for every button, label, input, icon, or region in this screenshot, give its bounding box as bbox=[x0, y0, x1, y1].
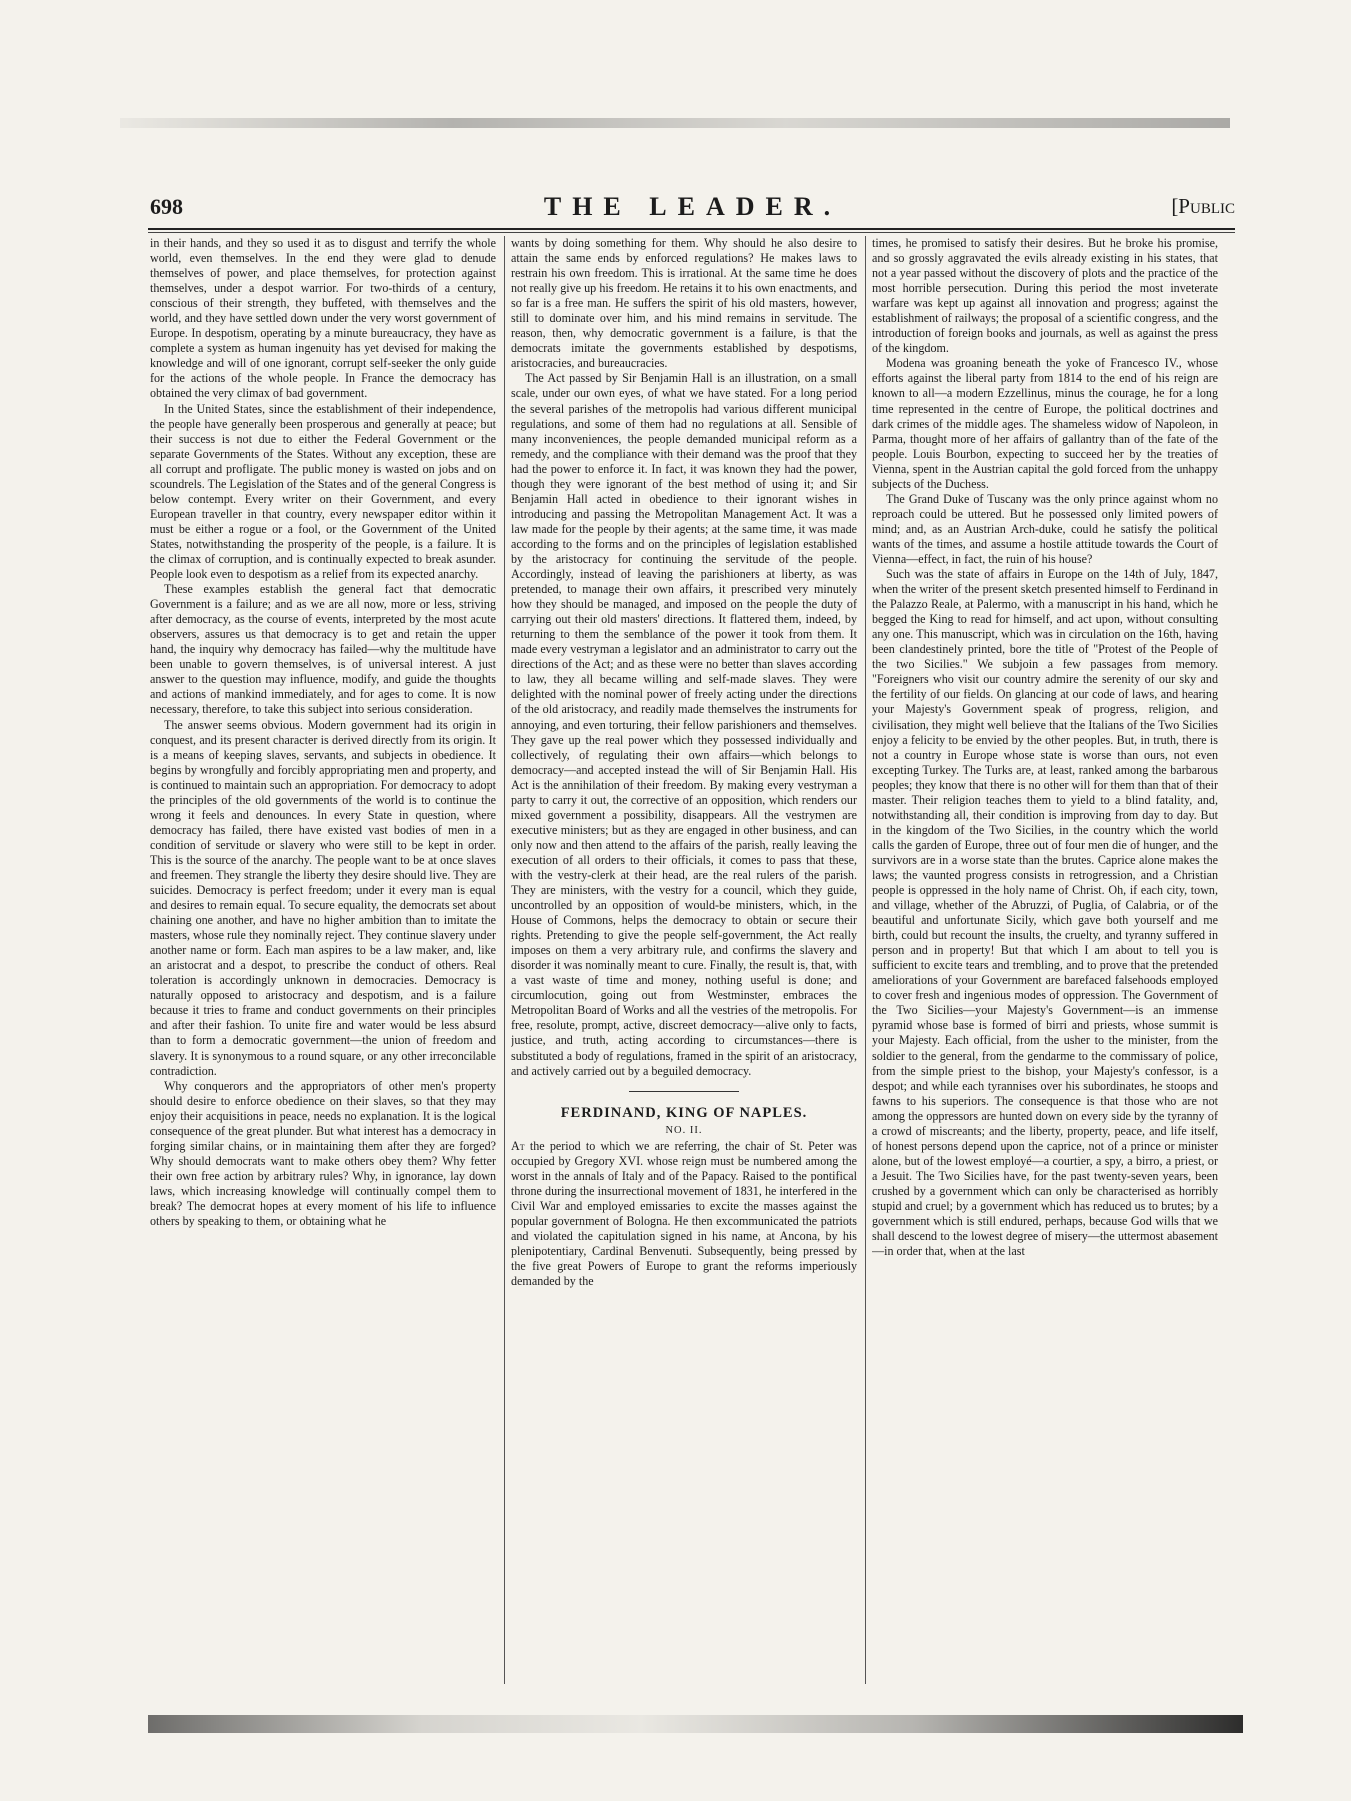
page-number: 698 bbox=[150, 194, 183, 219]
article-title: FERDINAND, KING OF NAPLES. bbox=[560, 1104, 808, 1121]
column-divider bbox=[504, 236, 505, 1684]
article-body: the period to which we are referring, the chair of St. Peter was occupied by Gregory XVI. whose reign must be numbered among the worst in the annals of Italy and of the Papacy. Raised to the pontifical throne during the insurrectional movement of 1831, he interfered in the Civil War and employed emissaries to excite the masses against the popular government of Bologna. He then excommunicated the patriots and violated the capitulation signed in his name, at Ancona, by his plenipotentiary, Cardinal Benvenuti. Subsequently, being pressed by the five great Powers of Europe to grant the reforms imperiously demanded by the bbox=[511, 1138, 857, 1289]
paragraph: The Grand Duke of Tuscany was the only prince against whom no reproach could be uttered. But he possessed only limited powers of mind; and, as an Austrian Arch-duke, could he satisfy the political wants of the times, and assume a hostile attitude towards the Court of Vienna—effect, in fact, the ruin of his house? bbox=[872, 491, 1218, 566]
article-lead-word: At bbox=[511, 1138, 525, 1153]
paragraph: The answer seems obvious. Modern government had its origin in conquest, and its present character is derived directly from its origin. It is a means of keeping slaves, servants, and subjects in obedience. It begins by wrongfully and forcibly appropriating men and property, and is continued to maintain such an appropriation. For democracy to adopt the principles of the old governments of the world is to continue the wrong it feels and denounces. In every State in question, where democracy has failed, there have existed vast bodies of men in a condition of servitude or slavery who were still to be kept in order. This is the source of the anarchy. The people want to be at once slaves and freemen. They strangle the liberty they desire should live. They are suicides. Democracy is perfect freedom; under it every man is equal and desires to remain equal. To secure equality, the democrats set about chaining one another, and have no higher ambition than to imitate the masters, whose rule they nominally reject. They continue slavery under another name or form. Each man aspires to be a law maker, and, like an aristocrat and a despot, to prescribe the conduct of others. Real toleration is accordingly unknown in democracies. Democracy is naturally opposed to aristocracy and despotism, and is a failure because it tries to frame and conduct governments on their principles and after their fashion. To unite fire and water would be less absurd than to form a democratic government—the union of freedom and slavery. It is synonymous to a round square, or any other irreconcilable contradiction. bbox=[150, 717, 496, 1078]
section-heading: [Public bbox=[1171, 194, 1235, 218]
paragraph: In the United States, since the establishment of their independence, the people have generally been prosperous and generally at peace; but their success is not due to either the Federal Government or the separate Governments of the States. Without any exception, these are all corrupt and profligate. The public money is wasted on jobs and on scoundrels. The Legislation of the States and of the general Congress is below contempt. Every writer on their Government, and every European traveller in that country, every newspaper editor within it must be either a rogue or a fool, or the Government of the United States, notwithstanding the prosperity of the people, is a failure. It is the climax of corruption, and is continually expected to break asunder. People look even to despotism as a relief from its expected anarchy. bbox=[150, 401, 496, 582]
page-header bbox=[150, 188, 1235, 228]
column-divider bbox=[865, 236, 866, 1684]
paragraph: Such was the state of affairs in Europe on the 14th of July, 1847, when the writer of the present sketch presented himself to Ferdinand in the Palazzo Reale, at Palermo, with a manuscript in his hand, which he begged the King to read for himself, and act upon, without consulting any one. This manuscript, which was in circulation on the 16th, having been clandestinely printed, bore the title of "Protest of the People of the two Sicilies." We subjoin a few passages from memory. "Foreigners who visit our country admire the serenity of our sky and the fertility of our fields. On glancing at our code of laws, and hearing your Majesty's Government speak of progress, religion, and civilisation, they might well believe that the Italians of the Two Sicilies enjoy a felicity to be envied by the other peoples. But, in truth, there is not a country in Europe whose state is worse than ours, not even excepting Turkey. The Turks are, at least, ranked among the barbarous peoples; they know that there is no other will for them than that of their master. Their religion teaches them to yield to a blind fatality, and, notwithstanding all, their condition is improving from day to day. But in the kingdom of the Two Sicilies, in the country which the world calls the garden of Europe, three out of four men die of hunger, and the survivors are in a worse state than the brutes. Caprice alone makes the laws; the vaunted progress consists in retrogression, and a Christian people is oppressed in the holy name of Christ. Oh, if each city, town, and village, whether of the Abruzzi, of Puglia, of Calabria, or of the beautiful and unfortunate Sicily, which gave both yourself and me birth, could but recount the insults, the cruelty, and tyranny suffered in person and in property! But that which I am about to tell you is sufficient to excite tears and trembling, and to prove that the pretended ameliorations of your Government are barefaced falsehoods employed to cover fresh and ingenious modes of oppression. The Government of the Two Sicilies—your Majesty's Government—is an immense pyramid whose base is formed of birri and priests, whose summit is your Majesty. Each official, from the usher to the minister, from the soldier to the general, from the gendarme to the commissary of police, from the simple priest to the bishop, your Majesty's confessor, is a despot; and while each tyrannises over his subordinates, he stoops and fawns to his superiors. The consequence is that those who are not among the oppressors are hunted down on every side by the tyranny of a crowd of miscreants; and the liberty, property, peace, and life itself, of honest persons depend upon the caprice, not of a prince or minister alone, but of the lowest employé—a courtier, a spy, a birro, a priest, or a Jesuit. The Two Sicilies have, for the past twenty-seven years, been crushed by a government which can only be characterised as horribly stupid and cruel; by a government which has reduced us to brutes; by a government which is still endured, perhaps, because God wills that we shall descend to the lowest degree of misery—the uttermost abasement—in order that, when at the last bbox=[872, 567, 1218, 1259]
paragraph: These examples establish the general fact that democratic Government is a failure; and as we are all now, more or less, striving after democracy, as the course of events, interpreted by the most acute observers, assures us that democracy is to get and retain the upper hand, the inquiry why democracy has failed—why the multitude have been unable to govern themselves, is of universal interest. A just answer to the question may influence, modify, and guide the thoughts and actions of mankind immediately, and for ages to come. It is now necessary, therefore, to take this subject into serious consideration. bbox=[150, 582, 496, 717]
column-2 bbox=[511, 236, 857, 1684]
masthead: THE LEADER. bbox=[543, 192, 842, 221]
column-1 bbox=[150, 236, 496, 1684]
article-paragraph bbox=[511, 1139, 857, 1289]
paragraph: The Act passed by Sir Benjamin Hall is an illustration, on a small scale, under our own eyes, of what we have stated. For a long period the several parishes of the metropolis had various different municipal regulations, and some of them had no regulations at all. Sensible of many inconveniences, the people demanded municipal reform as a remedy, and the compliance with their demand was the proof that they had the power to enforce it. In fact, it was known they had the power, though they were ignorant of the best method of using it; and Sir Benjamin Hall acted in obedience to their ignorant wishes in introducing and passing the Metropolitan Management Act. It was a law made for the people by their agents; at the same time, it was made according to the forms and on the principles of legislation established by the aristocracy for continuing the servitude of the people. Accordingly, instead of leaving the parishioners at liberty, as was pretended, to manage their own affairs, it prescribed very minutely how they should be managed, and imposed on the people the duty of carrying out their old masters' directions. It flattered them, indeed, by returning to them the semblance of the power it took from them. It made every vestryman a legislator and an administrator to carry out the directions of the Act; and as these were no better than slaves according to law, they all became willing and self-made slaves. They were delighted with the nominal power of freely acting under the directions of the old aristocracy, and readily made themselves the instruments for annoying, and even torturing, their fellow parishioners and themselves. They gave up the real power which they possessed individually and collectively, of regulating their own affairs—which belongs to democracy—and accepted instead the will of Sir Benjamin Hall. His Act is the annihilation of their freedom. By making every vestryman a party to carry it out, the corrective of an opposition, which renders our mixed government a possibility, disappears. All the vestrymen are executive ministers; but as they are engaged in other business, and can only now and then attend to the affairs of the parish, really leaving the execution of all orders to their officials, it comes to pass that these, with the vestry-clerk at their head, are the real rulers of the parish. They are ministers, with the vestry for a council, which they guide, uncontrolled by an opposition of would-be ministers, which, in the House of Commons, helps the democracy to obtain or secure their rights. Pretending to give the people self-government, the Act really imposes on them a very arbitrary rule, and confirms the slavery and disorder it was nominally meant to cure. Finally, the result is, that, with a vast waste of time and money, nothing useful is done; and circumlocution, going out from Westminster, embraces the Metropolitan Board of Works and all the vestries of the metropolis. For free, resolute, prompt, active, discreet democracy—alive only to facts, justice, and truth, acting according to circumstances—there is substituted a body of regulations, framed in the spirit of an aristocracy, and actively carried out by a beguiled democracy. bbox=[511, 371, 857, 1078]
scan-edge-bottom bbox=[148, 1715, 1243, 1733]
article-separator bbox=[629, 1091, 739, 1092]
paragraph: Modena was groaning beneath the yoke of Francesco IV., whose efforts against the liberal party from 1814 to the end of his reign are known to all—a modern Ezzellinus, minus the courage, he for a long time represented in the centre of Europe, the political doctrines and dark crimes of the middle ages. The shameless widow of Napoleon, in Parma, thought more of her affairs of gallantry than of the fate of the people. Louis Bourbon, expecting to succeed her by the treaties of Vienna, spent in the Austrian capital the gold forced from the unhappy subjects of the Duchess. bbox=[872, 356, 1218, 491]
paragraph: Why conquerors and the appropriators of other men's property should desire to enforce obedience on their slaves, so that they may enjoy their acquisitions in peace, needs no explanation. It is the logical consequence of the great plunder. But what interest has a democracy in forging similar chains, or in maintaining them after they are forged? Why should democrats want to make others obey them? Why fetter their own free action by arbitrary rules? Why, in ignorance, lay down laws, which increasing knowledge will continually compel them to break? The democrat hopes at every moment of his life to influence others by speaking to them, or obtaining what he bbox=[150, 1078, 496, 1229]
column-3 bbox=[872, 236, 1218, 1684]
header-rule bbox=[148, 228, 1235, 230]
scan-edge-top bbox=[120, 118, 1230, 128]
header-rule-thin bbox=[148, 232, 1235, 233]
paragraph: in their hands, and they so used it as to disgust and terrify the whole world, even themselves. In the end they were glad to denude themselves of power, and place themselves, for protection against themselves, under a despot warrior. For two-thirds of a century, conscious of their strength, they buffeted, with themselves and the world, and they have settled down under the very worst government of Europe. In despotism, operating by a minute bureaucracy, they have as complete a system as human ingenuity has yet devised for making the knowledge and will of one ignorant, corrupt self-seeker the only guide for the actions of the whole people. In France the democracy has obtained the very climax of bad government. bbox=[150, 236, 496, 401]
paragraph: wants by doing something for them. Why should he also desire to attain the same ends by enforced regulations? He makes laws to restrain his own freedom. This is irrational. At the same time he does not really give up his freedom. He retains it to his own enactments, and so far is a free man. He suffers the spirit of his old masters, however, still to dominate over him, and his mind remains in servitude. The reason, then, why democratic government is a failure, is that the democrats imitate the governments established by despotisms, aristocracies, and bureaucracies. bbox=[511, 236, 857, 371]
paragraph: times, he promised to satisfy their desires. But he broke his promise, and so grossly aggravated the evils already existing in his states, that not a year passed without the discovery of plots and the practice of the most horrible persecution. During this period the most inveterate warfare was kept up against all innovation and progress; against the establishment of railways; the proposal of a scientific congress, and the introduction of foreign books and journals, as well as against the press of the kingdom. bbox=[872, 236, 1218, 356]
article-number: NO. II. bbox=[665, 1124, 703, 1136]
